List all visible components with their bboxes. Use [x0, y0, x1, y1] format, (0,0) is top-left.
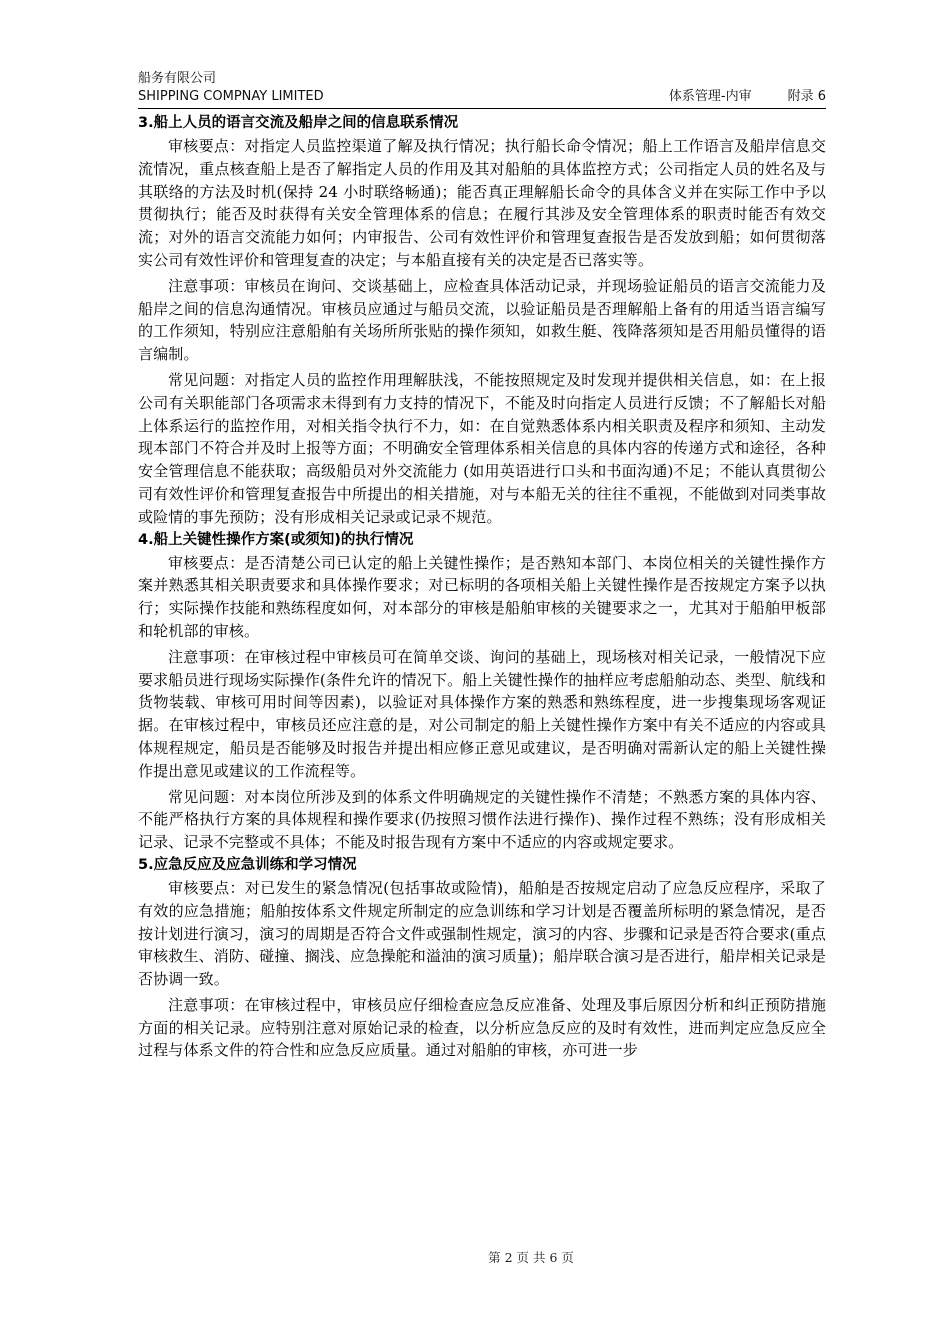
- body-paragraph: 审核要点：是否清楚公司已认定的船上关键性操作；是否熟知本部门、本岗位相关的关键性操作方案并熟悉其相关职责要求和具体操作要求；对已标明的各项相关船上关键性操作是否按规定方案予以执行；实际操作技能和熟练程度如何，对本部分的审核是船舶审核的关键要求之一，尤其对于船舶甲板部和轮机部的审核。: [138, 553, 826, 640]
- body-paragraph: 审核要点：对已发生的紧急情况(包括事故或险情)，船舶是否按规定启动了应急反应程序，采取了有效的应急措施；船舶按体系文件规定所制定的应急训练和学习计划是否覆盖所标明的紧急情况，是否按计划进行演习，演习的周期是否符合文件或强制性规定，演习的内容、步骤和记录是否符合要求(重点审核救生、消防、碰撞、搁浅、应急操舵和溢油的演习质量)；船岸联合演习是否进行，船岸相关记录是否协调一致。: [138, 878, 826, 989]
- header-row: [138, 88, 826, 106]
- page-header: [138, 70, 826, 106]
- body-paragraph: 常见问题：对指定人员的监控作用理解肤浅，不能按照规定及时发现并提供相关信息，如：在上报公司有关职能部门各项需求未得到有力支持的情况下，不能及时向指定人员进行反馈；不了解船长对船上体系运行的监控作用，对相关指令执行不力，如：在自觉熟悉体系内相关职责及程序和须知、主动发现本部门不符合并及时上报等方面；不明确安全管理体系相关信息的具体内容的传递方式和途径，各种安全管理信息不能获取；高级船员对外交流能力 (如用英语进行口头和书面沟通)不足；不能认真贯彻公司有效性评价和管理复查报告中所提出的相关措施，对与本船无关的往往不重视，不能做到对同类事故或险情的事先预防；没有形成相关记录或记录不规范。: [138, 370, 826, 526]
- page-footer: [0, 1248, 950, 1266]
- section-heading: 5.应急反应及应急训练和学习情况: [138, 856, 357, 873]
- section-heading: 3.船上人员的语言交流及船岸之间的信息联系情况: [138, 115, 459, 131]
- header-section-label: 体系管理-内审: [668, 89, 752, 104]
- document-body: [138, 112, 826, 1062]
- page-number: 第 2 页 共 6 页: [488, 1250, 574, 1265]
- header-divider: [138, 108, 826, 109]
- body-paragraph: 注意事项：审核员在询问、交谈基础上，应检查具体活动记录，并现场验证船员的语言交流能力及船岸之间的信息沟通情况。审核员应通过与船员交流，以验证船员是否理解船上备有的用适当语言编写的工作须知，特别应注意船舶有关场所所张贴的操作须知，如救生艇、筏降落须知是否用船员懂得的语言编制。: [138, 276, 826, 364]
- header-right: [669, 88, 826, 106]
- section-heading: 4.船上关键性操作方案(或须知)的执行情况: [138, 531, 414, 548]
- body-paragraph: 注意事项：在审核过程中，审核员应仔细检查应急反应准备、处理及事后原因分析和纠正预防措施方面的相关记录。应特别注意对原始记录的检查，以分析应急反应的及时有效性，进而判定应急反应全过程与体系文件的符合性和应急反应质量。通过对船舶的审核，亦可进一步: [138, 995, 826, 1060]
- header-appendix-label: 附录 6: [787, 89, 826, 104]
- company-name-en: SHIPPING COMPNAY LIMITED: [138, 89, 324, 104]
- company-name-cn: 船务有限公司: [138, 71, 217, 86]
- body-paragraph: 常见问题：对本岗位所涉及到的体系文件明确规定的关键性操作不清楚；不熟悉方案的具体内容、不能严格执行方案的具体规程和操作要求(仍按照习惯作法进行操作)、操作过程不熟练；没有形成相关记录、记录不完整或不具体；不能及时报告现有方案中不适应的内容或规定要求。: [138, 787, 826, 852]
- body-paragraph: 注意事项：在审核过程中审核员可在简单交谈、询问的基础上，现场核对相关记录，一般情况下应要求船员进行现场实际操作(条件允许的情况下。船上关键性操作的抽样应考虑船舶动态、类型、航线和货物装载、审核可用时间等因素)，以验证对具体操作方案的熟悉和熟练程度，进一步搜集现场客观证据。在审核过程中，审核员还应注意的是，对公司制定的船上关键性操作方案中有关不适应的内容或具体规程规定，船员是否能够及时报告并提出相应修正意见或建议，是否明确对需新认定的船上关键性操作提出意见或建议的工作流程等。: [138, 647, 826, 780]
- body-paragraph: 审核要点：对指定人员监控渠道了解及执行情况；执行船长命令情况；船上工作语言及船岸信息交流情况，重点核查船上是否了解指定人员的作用及其对船舶的具体监控方式；公司指定人员的姓名及与其联络的方法及时机(保持 24 小时联络畅通)；能否真正理解船长命令的具体含义并在实际工作中予以贯彻执行；能否及时获得有关安全管理体系的信息；在履行其涉及安全管理体系的职责时能否有效交流；对外的语言交流能力如何；内审报告、公司有效性评价和管理复查报告是否发放到船；如何贯彻落实公司有效性评价和管理复查的决定；与本船直接有关的决定是否已落实等。: [138, 137, 826, 269]
